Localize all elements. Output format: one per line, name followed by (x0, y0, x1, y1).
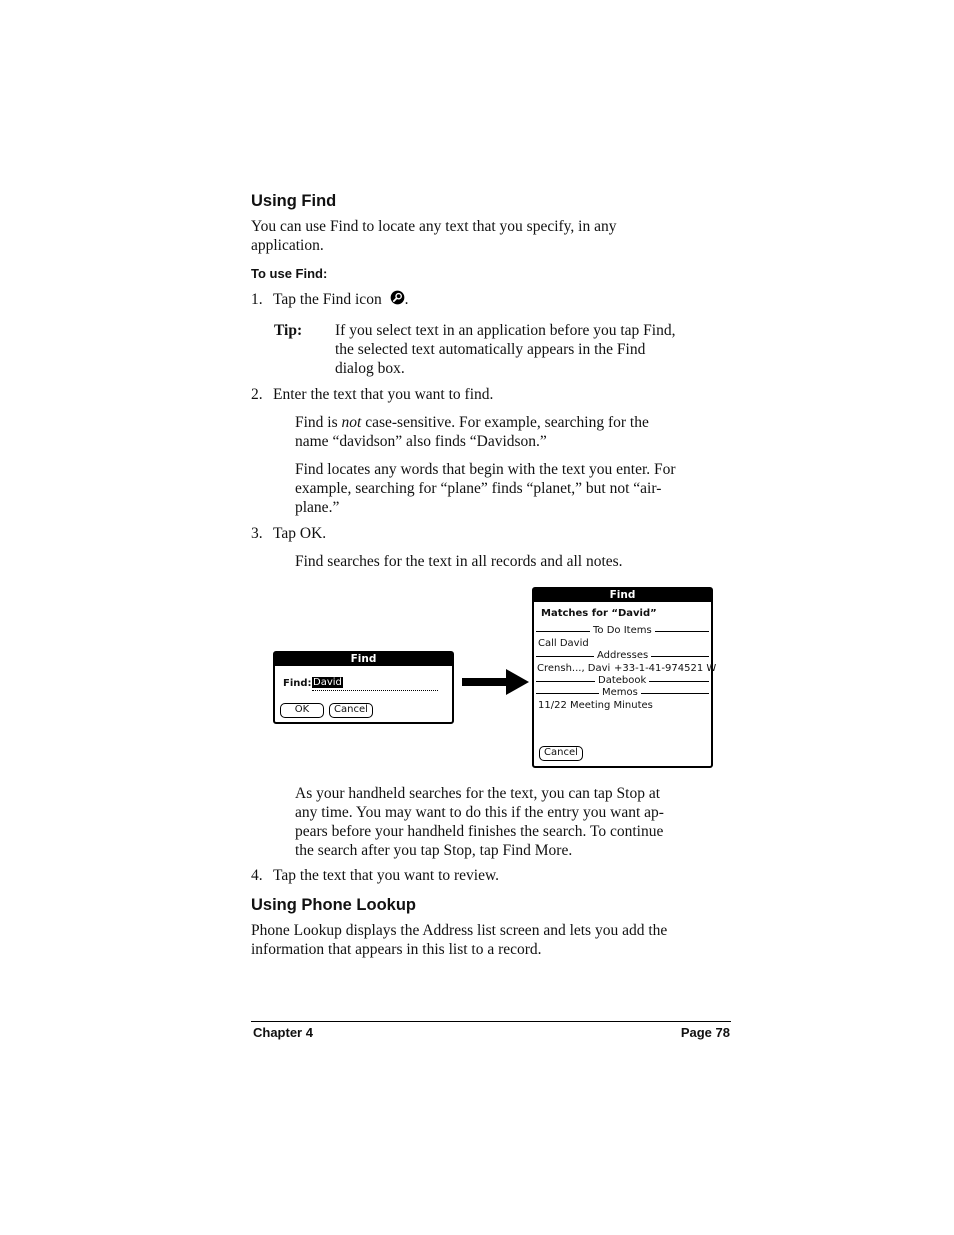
step-1-number: 1. (251, 291, 263, 308)
arrow-icon (462, 668, 530, 701)
results-cancel-button[interactable]: Cancel (539, 746, 583, 761)
note-stop (295, 784, 664, 860)
address-result[interactable] (537, 663, 717, 674)
step-3-number: 3. (251, 525, 263, 542)
tip-line-3: dialog box. (335, 360, 405, 377)
note-1-line-1 (295, 413, 649, 432)
tip-label: Tip: (274, 322, 303, 339)
phone-lookup-line-1: Phone Lookup displays the Address list screen and lets you add the (251, 922, 668, 939)
note-2-line-1: Find locates any words that begin with the text you enter. For (295, 461, 676, 478)
note-1-pre: Find is (295, 414, 342, 431)
tip-line-2: the selected text automatically appears in the Find (335, 341, 646, 358)
step-2-number: 2. (251, 386, 263, 403)
section-memos-label: Memos (599, 687, 641, 699)
tip-line-1: If you select text in an application before you tap Find, (335, 322, 676, 339)
procedure-heading: To use Find: (251, 266, 328, 281)
address-result-name: Crensh..., Davi (537, 663, 611, 674)
note-1-emphasis: not (341, 414, 362, 431)
step-4-text: Tap the text that you want to review. (273, 867, 500, 884)
find-field-label: Find: (283, 678, 312, 689)
matches-heading: Matches for “David” (541, 608, 657, 619)
section-datebook-label: Datebook (595, 675, 649, 687)
tip-text (335, 321, 675, 378)
section-todo-label: To Do Items (590, 625, 655, 637)
note-1-post: case-sensitive. For example, searching for the (361, 414, 649, 431)
section-heading-phone-lookup: Using Phone Lookup (251, 896, 416, 914)
step-2-text: Enter the text that you want to find. (273, 386, 494, 403)
ok-button[interactable]: OK (280, 703, 324, 718)
find-results-dialog (532, 587, 717, 768)
results-dialog-title: Find (534, 589, 711, 602)
note-searches-all: Find searches for the text in all records and all notes. (295, 553, 623, 570)
step-1-end: . (404, 291, 409, 308)
note-word-begins (295, 460, 676, 517)
note-4-line-2: any time. You may want to do this if the entry you want ap- (295, 804, 664, 821)
intro-line-1: You can use Find to locate any text that you specify, in any (251, 218, 617, 235)
section-addresses-label: Addresses (594, 650, 651, 662)
note-4-line-1: As your handheld searches for the text, you can tap Stop at (295, 785, 661, 802)
address-result-phone: +33-1-41-974521 W (614, 663, 717, 674)
note-4-line-4: the search after you tap Stop, tap Find More. (295, 842, 573, 859)
find-input-value: David (313, 677, 342, 688)
find-input[interactable] (312, 677, 438, 691)
find-dialog (273, 651, 454, 724)
phone-lookup-line-2: information that appears in this list to a record. (251, 941, 542, 958)
step-1 (273, 290, 408, 309)
cancel-button[interactable]: Cancel (329, 703, 373, 718)
todo-result[interactable]: Call David (538, 638, 589, 649)
step-4-number: 4. (251, 867, 263, 884)
step-1-text: Tap the Find icon (273, 291, 382, 308)
phone-lookup-paragraph (251, 921, 667, 959)
note-1-line-2: name “davidson” also finds “Davidson.” (295, 433, 547, 450)
footer-page-number: Page 78 (680, 1025, 730, 1040)
find-dialog-title: Find (275, 653, 452, 666)
intro-paragraph (251, 217, 616, 255)
step-3-text: Tap OK. (273, 525, 327, 542)
find-icon (390, 290, 405, 305)
note-case-sensitive (295, 413, 649, 451)
note-2-line-3: plane.” (295, 499, 340, 516)
footer-rule (251, 1021, 731, 1022)
note-4-line-3: pears before your handheld finishes the search. To continue (295, 823, 664, 840)
memo-result[interactable]: 11/22 Meeting Minutes (538, 700, 653, 711)
note-2-line-2: example, searching for “plane” finds “planet,” but not “air- (295, 480, 662, 497)
intro-line-2: application. (251, 237, 324, 254)
footer-chapter: Chapter 4 (253, 1025, 313, 1040)
section-heading-using-find: Using Find (251, 192, 337, 210)
